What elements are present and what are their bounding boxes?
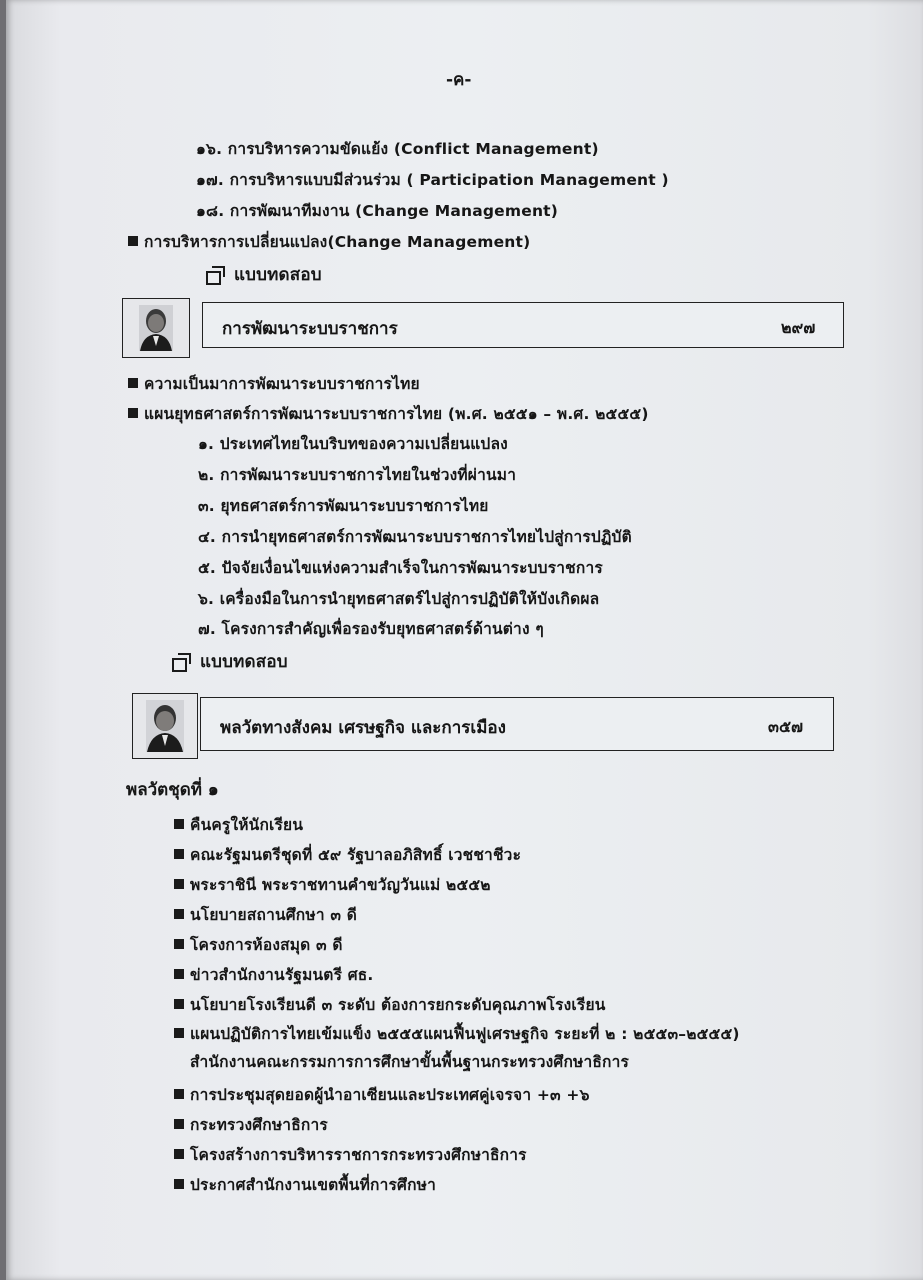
topic-heading xyxy=(128,229,530,254)
topic-heading xyxy=(128,371,420,396)
list-item: ๑๗. การบริหารแบบมีส่วนร่วม ( Participation Management ) xyxy=(196,171,669,189)
chapter-title: การพัฒนาระบบราชการ xyxy=(222,319,398,339)
author-portrait xyxy=(132,693,198,759)
list-item xyxy=(174,932,343,957)
square-bullet-icon xyxy=(174,819,184,829)
item-text: ข่าวสำนักงานรัฐมนตรี ศธ. xyxy=(190,966,374,984)
list-item: ๖. เครื่องมือในการนำยุทธศาสตร์ไปสู่การปฏิบัติให้บังเกิดผล xyxy=(198,590,600,608)
test-icon xyxy=(172,653,192,669)
list-item xyxy=(174,992,606,1017)
square-bullet-icon xyxy=(174,969,184,979)
square-bullet-icon xyxy=(174,909,184,919)
item-text: โครงสร้างการบริหารราชการกระทรวงศึกษาธิการ xyxy=(190,1146,527,1164)
list-item-continuation: สำนักงานคณะกรรมการการศึกษาขั้นพื้นฐานกระทรวงศึกษาธิการ xyxy=(190,1053,630,1071)
test-link[interactable] xyxy=(172,648,288,675)
square-bullet-icon xyxy=(174,1119,184,1129)
item-text: คืนครูให้นักเรียน xyxy=(190,816,304,834)
list-item xyxy=(174,902,357,927)
item-text: นโยบายโรงเรียนดี ๓ ระดับ ต้องการยกระดับคุณภาพโรงเรียน xyxy=(190,996,606,1014)
list-item: ๕. ปัจจัยเงื่อนไขแห่งความสำเร็จในการพัฒนาระบบราชการ xyxy=(198,559,603,577)
topic-heading xyxy=(128,401,649,426)
test-icon xyxy=(206,266,226,282)
list-item xyxy=(174,812,303,837)
topic-text: แผนยุทธศาสตร์การพัฒนาระบบราชการไทย (พ.ศ. ๒๕๕๑ – พ.ศ. ๒๕๕๕) xyxy=(144,405,649,423)
square-bullet-icon xyxy=(174,1028,184,1038)
square-bullet-icon xyxy=(174,879,184,889)
square-bullet-icon xyxy=(174,1149,184,1159)
test-label: แบบทดสอบ xyxy=(234,265,322,285)
list-item: ๑๖. การบริหารความขัดแย้ง (Conflict Management) xyxy=(196,140,599,158)
square-bullet-icon xyxy=(174,849,184,859)
list-item xyxy=(174,1082,590,1107)
item-text: ประกาศสำนักงานเขตพื้นที่การศึกษา xyxy=(190,1176,436,1194)
list-item: ๓. ยุทธศาสตร์การพัฒนาระบบราชการไทย xyxy=(198,497,489,515)
test-link[interactable] xyxy=(206,261,322,288)
square-bullet-icon xyxy=(128,236,138,246)
test-label: แบบทดสอบ xyxy=(200,652,288,672)
list-item xyxy=(174,1112,328,1137)
list-item xyxy=(174,1172,436,1197)
document-page xyxy=(6,0,923,1280)
item-text: คณะรัฐมนตรีชุดที่ ๕๙ รัฐบาลอภิสิทธิ์ เวชชาชีวะ xyxy=(190,846,522,864)
list-item xyxy=(174,842,521,867)
list-item: ๑. ประเทศไทยในบริบทของความเปลี่ยนแปลง xyxy=(198,435,508,453)
item-text: การประชุมสุดยอดผู้นำอาเซียนและประเทศคู่เจรจา +๓ +๖ xyxy=(190,1086,590,1104)
square-bullet-icon xyxy=(174,939,184,949)
item-text: แผนปฏิบัติการไทยเข้มแข็ง ๒๕๕๕แผนฟื้นฟูเศรษฐกิจ ระยะที่ ๒ : ๒๕๕๓–๒๕๕๕) xyxy=(190,1025,740,1043)
square-bullet-icon xyxy=(174,1089,184,1099)
topic-text: ความเป็นมาการพัฒนาระบบราชการไทย xyxy=(144,375,420,393)
list-item xyxy=(174,872,491,897)
item-text: โครงการห้องสมุด ๓ ดี xyxy=(190,936,343,954)
item-text: นโยบายสถานศึกษา ๓ ดี xyxy=(190,906,357,924)
page-number: -ค- xyxy=(446,70,472,90)
topic-text: การบริหารการเปลี่ยนแปลง(Change Management) xyxy=(144,233,531,251)
list-item: ๔. การนำยุทธศาสตร์การพัฒนาระบบราชการไทยไปสู่การปฏิบัติ xyxy=(198,528,632,546)
set-title: พลวัตชุดที่ ๑ xyxy=(126,780,219,800)
chapter-page: ๓๕๗ xyxy=(768,717,804,736)
chapter-page: ๒๙๗ xyxy=(781,318,816,337)
item-text: กระทรวงศึกษาธิการ xyxy=(190,1116,328,1134)
list-item xyxy=(174,962,373,987)
list-item: ๑๘. การพัฒนาทีมงาน (Change Management) xyxy=(196,202,559,220)
list-item: ๒. การพัฒนาระบบราชการไทยในช่วงที่ผ่านมา xyxy=(198,466,517,484)
author-portrait xyxy=(122,298,190,358)
square-bullet-icon xyxy=(128,378,138,388)
square-bullet-icon xyxy=(128,408,138,418)
item-text: พระราชินี พระราชทานคำขวัญวันแม่ ๒๕๕๒ xyxy=(190,876,491,894)
list-item xyxy=(174,1021,740,1046)
list-item xyxy=(174,1142,527,1167)
square-bullet-icon xyxy=(174,1179,184,1189)
list-item: ๗. โครงการสำคัญเพื่อรองรับยุทธศาสตร์ด้านต่าง ๆ xyxy=(198,620,544,638)
chapter-title: พลวัตทางสังคม เศรษฐกิจ และการเมือง xyxy=(220,718,506,738)
square-bullet-icon xyxy=(174,999,184,1009)
